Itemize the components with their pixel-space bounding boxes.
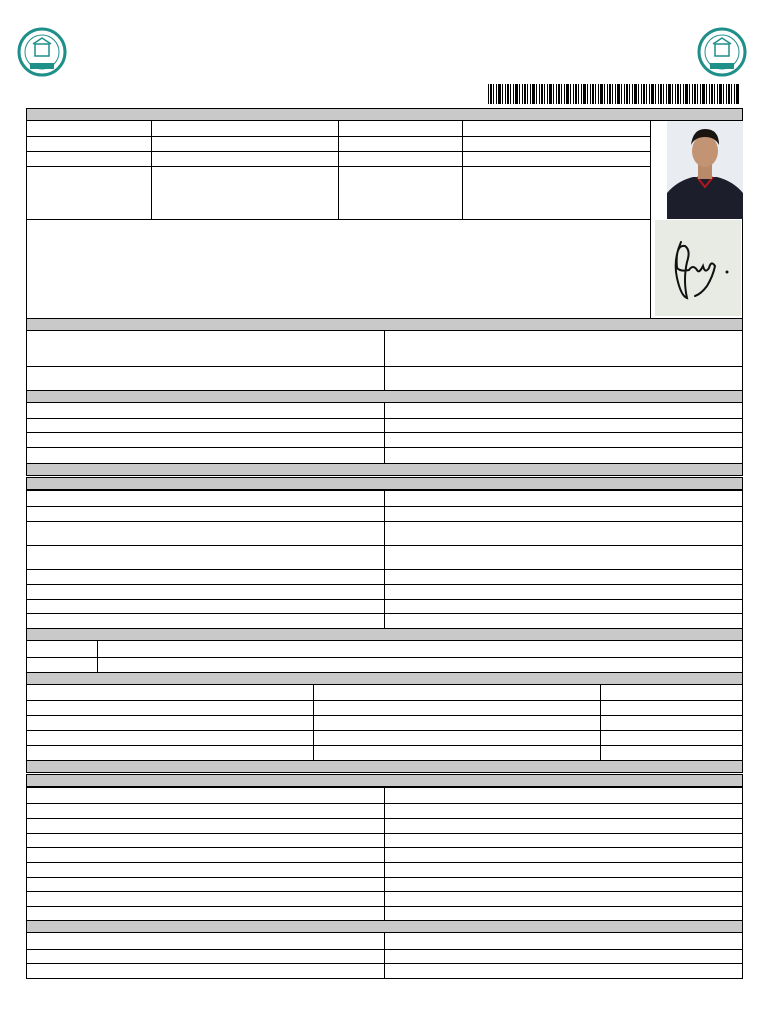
applicant-photo: [667, 121, 743, 219]
cbse-logo-right: [697, 27, 747, 77]
applicant-signature: [655, 220, 741, 316]
cbse-logo-left: [17, 27, 67, 77]
section-6-table: [26, 684, 743, 761]
section-subheader-7: [26, 774, 743, 787]
section-header-4: [26, 463, 743, 476]
section-header-7: [26, 760, 743, 773]
barcode-icon: [488, 84, 740, 104]
section-subheader-4: [26, 477, 743, 490]
